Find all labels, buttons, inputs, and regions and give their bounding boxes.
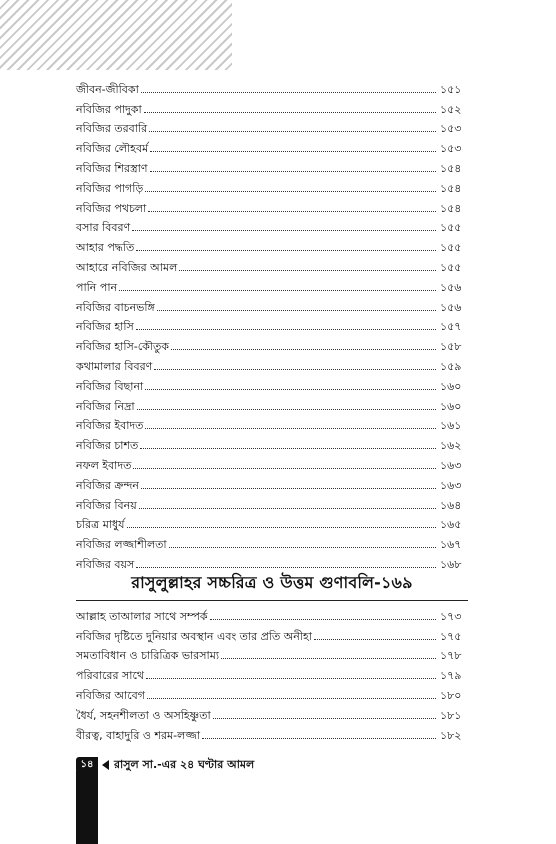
toc-entry-title: নবিজির লৌহবর্ম: [76, 142, 149, 156]
toc-entry: [76, 135, 468, 155]
toc-entry-page: ১৮২: [440, 728, 462, 742]
toc-entry-title: নবিজির বিছানা: [76, 379, 144, 393]
triangle-left-icon: [102, 760, 109, 770]
toc-entry-title: আহার পদ্ধতি: [76, 241, 135, 255]
toc-entry-title: পরিবারের সাথে: [76, 669, 144, 683]
toc-entry-page: ১৭৩: [440, 609, 462, 623]
toc-entry-title: ধৈর্য, সহনশীলতা ও অসহিষ্ণুতা: [76, 708, 211, 722]
dot-leader: [145, 428, 436, 429]
toc-entry: [76, 512, 468, 532]
toc-entry-title: নবিজির লজ্জাশীলতা: [76, 538, 167, 552]
toc-entry: [76, 215, 468, 235]
toc-entry-title: কথামালার বিবরণ: [76, 359, 153, 373]
toc-entry: [76, 722, 468, 742]
toc-entry: [76, 175, 468, 195]
dot-leader: [179, 270, 436, 271]
toc-entry-page: ১৬৫: [440, 518, 462, 532]
toc-entry: [76, 413, 468, 433]
toc-entry: [76, 432, 468, 452]
toc-entry-title: নফল ইবাদত: [76, 458, 132, 472]
toc-entry-page: ১৫৭: [440, 320, 462, 334]
toc-entry-title: নবিজির পথচলা: [76, 201, 147, 215]
toc-entry: [76, 603, 468, 623]
toc-entry: [76, 254, 468, 274]
toc-entry: [76, 452, 468, 472]
toc-entry-page: ১৫১: [440, 82, 462, 96]
toc-entry-title: নবিজির শিরস্ত্রাণ: [76, 161, 148, 175]
toc-entry: [76, 116, 468, 136]
toc-entry: [76, 643, 468, 663]
toc-entry-page: ১৫৩: [440, 122, 462, 136]
toc-entry-title: নবিজির বয়স: [76, 557, 135, 571]
toc-entry: [76, 472, 468, 492]
toc-entry: [76, 623, 468, 643]
toc-entry-title: বসার বিবরণ: [76, 221, 131, 235]
toc-entry-title: নবিজির নিদ্রা: [76, 399, 135, 413]
toc-entry-page: ১৫৫: [440, 221, 462, 235]
dot-leader: [221, 658, 436, 659]
dot-leader: [213, 718, 436, 719]
toc-entry-page: ১৬৭: [440, 538, 462, 552]
toc-entry-title: নবিজির পাগড়ি: [76, 181, 144, 195]
dot-leader: [157, 310, 436, 311]
toc-entry-title: সমতাবিধান ও চারিত্রিক ভারসাম্য: [76, 649, 220, 663]
page-footer: [76, 755, 254, 775]
toc-entry: [76, 155, 468, 175]
dot-leader: [171, 349, 436, 350]
running-book-title: রাসুল সা.-এর ২৪ ঘণ্টার আমল: [114, 757, 255, 771]
toc-entry-page: ১৬০: [440, 379, 462, 393]
dot-leader: [137, 409, 436, 410]
dot-leader: [150, 151, 436, 152]
toc-entry: [76, 531, 468, 551]
toc-entry-title: বীরত্ব, বাহাদুরি ও শরম-লজ্জা: [76, 728, 201, 742]
page-number-badge: ১৪: [76, 757, 98, 773]
dot-leader: [314, 639, 436, 640]
dot-leader: [139, 508, 436, 509]
section-heading: রাসুলুল্লাহর সচ্চরিত্র ও উত্তম গুণাবলি-১৬৯: [76, 566, 468, 601]
footer-side-bar: [76, 771, 98, 844]
toc-entry-title: নবিজির আবেগ: [76, 688, 145, 702]
toc-entry-page: ১৬২: [440, 439, 462, 453]
toc-entry: [76, 234, 468, 254]
toc-entry-title: আহারে নবিজির আমল: [76, 260, 178, 274]
toc-entry-page: ১৫৮: [440, 340, 462, 354]
toc-entry: [76, 274, 468, 294]
toc-entry: [76, 492, 468, 512]
toc-entry-page: ১৬৪: [440, 498, 462, 512]
toc-entry: [76, 294, 468, 314]
dot-leader: [148, 211, 436, 212]
dot-leader: [140, 448, 436, 449]
toc-entry-page: ১৫৪: [440, 161, 462, 175]
dot-leader: [132, 230, 436, 231]
toc-entry-page: ১৫৯: [440, 359, 462, 373]
toc-entry-page: ১৫৬: [440, 300, 462, 314]
toc-entry-title: চরিত্র মাধুর্য: [76, 518, 125, 532]
toc-entry: [76, 353, 468, 373]
toc-entry-page: ১৫২: [440, 102, 462, 116]
toc-entry: [76, 195, 468, 215]
dot-leader: [141, 92, 436, 93]
dot-leader: [119, 290, 436, 291]
dot-leader: [145, 389, 436, 390]
decorative-hatch: [0, 0, 232, 70]
toc-entry: [76, 702, 468, 722]
toc-entry-page: ১৮০: [440, 688, 462, 702]
toc-entry-title: নবিজির দৃষ্টিতে দুনিয়ার অবস্থান এবং তার প্রতি অনীহা: [76, 629, 312, 643]
toc-entry-title: নবিজির বাচনভঙ্গি: [76, 300, 155, 314]
toc-entry-page: ১৫৪: [440, 181, 462, 195]
toc-entry-page: ১৫৩: [440, 142, 462, 156]
toc-entry: [76, 373, 468, 393]
toc-entry-title: আল্লাহ তাআলার সাথে সম্পর্ক: [76, 609, 208, 623]
dot-leader: [147, 698, 436, 699]
dot-leader: [149, 131, 436, 132]
toc-entry: [76, 333, 468, 353]
toc-entry-page: ১৫৫: [440, 260, 462, 274]
toc-entry-title: জীবন-জীবিকা: [76, 82, 139, 96]
toc-entry-page: ১৭৮: [440, 649, 462, 663]
toc-entry-title: নবিজির হাসি: [76, 320, 134, 334]
dot-leader: [154, 369, 436, 370]
dot-leader: [210, 619, 436, 620]
toc-entry-page: ১৮১: [440, 708, 462, 722]
dot-leader: [136, 329, 436, 330]
toc-entry-title: নবিজির ক্রন্দন: [76, 478, 139, 492]
toc-entry-page: ১৭৯: [440, 669, 462, 683]
dot-leader: [202, 738, 436, 739]
dot-leader: [144, 112, 436, 113]
dot-leader: [133, 468, 436, 469]
toc-entry: [76, 96, 468, 116]
dot-leader: [145, 191, 436, 192]
toc-entry-title: নবিজির হাসি-কৌতুক: [76, 340, 169, 354]
toc-entry-title: নবিজির পাদুকা: [76, 102, 142, 116]
dot-leader: [141, 488, 436, 489]
toc-entry-title: নবিজির চাশত: [76, 439, 139, 453]
toc-entry: [76, 76, 468, 96]
toc-entry-title: নবিজির তরবারি: [76, 122, 148, 136]
toc-entry-page: ১৬১: [440, 419, 462, 433]
toc-entry: [76, 682, 468, 702]
toc-entry-page: ১৭৫: [440, 629, 462, 643]
dot-leader: [146, 678, 436, 679]
dot-leader: [127, 527, 436, 528]
toc-entry-page: ১৬৮: [440, 557, 462, 571]
dot-leader: [150, 171, 437, 172]
toc-entry-page: ১৫৬: [440, 280, 462, 294]
toc-entry-page: ১৬৩: [440, 478, 462, 492]
toc-entry-page: ১৬৩: [440, 458, 462, 472]
toc-entry-title: নবিজির বিনয়: [76, 498, 137, 512]
toc-entry-page: ১৫৫: [440, 241, 462, 255]
table-of-contents-part2: [76, 603, 468, 742]
toc-entry-title: পানি পান: [76, 280, 118, 294]
table-of-contents-part1: [76, 76, 468, 571]
dot-leader: [136, 250, 436, 251]
toc-entry: [76, 393, 468, 413]
toc-entry-title: নবিজির ইবাদত: [76, 419, 144, 433]
dot-leader: [169, 547, 436, 548]
toc-entry: [76, 662, 468, 682]
toc-entry: [76, 314, 468, 334]
toc-entry-page: ১৫৪: [440, 201, 462, 215]
toc-entry-page: ১৬০: [440, 399, 462, 413]
